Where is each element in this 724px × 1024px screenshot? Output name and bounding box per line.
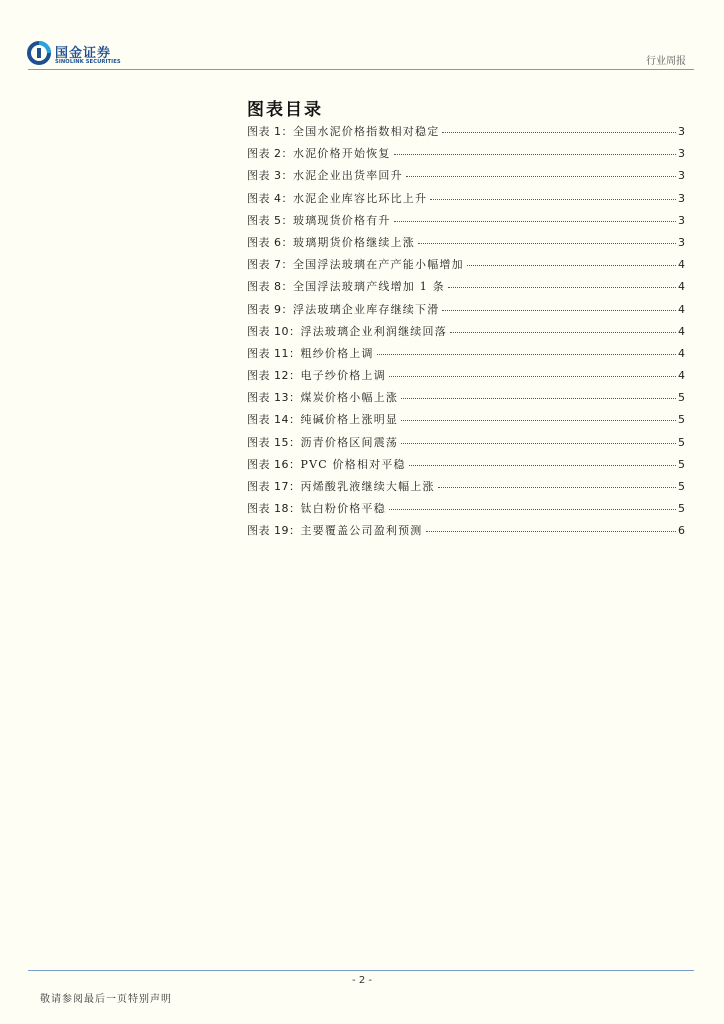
logo-chinese-name: 国金证券 <box>55 46 112 61</box>
toc-entry-title: 电子纱价格上调 <box>300 369 386 383</box>
toc-title: 图表目录 <box>247 100 323 120</box>
toc-entry[interactable] <box>247 522 685 544</box>
toc-entry-number: 图表 11： <box>247 346 301 360</box>
toc-dot-leader <box>409 464 676 466</box>
toc-entry[interactable] <box>247 345 685 367</box>
toc-entry-number: 图表 13： <box>247 391 301 405</box>
toc-entry-number: 图表 19： <box>247 524 301 538</box>
report-type-label: 行业周报 <box>646 56 686 67</box>
toc-entry-page: 3 <box>678 147 685 161</box>
footer-divider <box>28 970 694 971</box>
toc-entry[interactable] <box>247 411 685 433</box>
toc-entry-number: 图表 17： <box>247 480 301 493</box>
toc-entry-page: 3 <box>678 191 685 205</box>
toc-dot-leader <box>401 419 676 421</box>
toc-entry-page: 3 <box>678 235 685 249</box>
toc-entry[interactable] <box>247 123 685 145</box>
toc-entry-title: PVC 价格相对平稳 <box>300 457 406 471</box>
toc-entry-number: 图表 3： <box>247 169 293 183</box>
toc-entry-number: 图表 14： <box>247 413 301 427</box>
toc-entry-number: 图表 2： <box>247 147 293 161</box>
toc-entry-page: 5 <box>678 457 685 471</box>
toc-dot-leader <box>406 175 676 177</box>
toc-entry-page: 4 <box>678 346 685 360</box>
toc-dot-leader <box>430 198 676 200</box>
toc-dot-leader <box>467 264 676 266</box>
toc-entry-page: 4 <box>678 302 685 316</box>
toc-entry[interactable] <box>247 256 685 278</box>
sinolink-logo <box>27 41 137 67</box>
toc-entry-number: 图表 12： <box>247 369 301 383</box>
toc-entry-page: 5 <box>678 502 685 516</box>
toc-entry-title: 全国水泥价格指数相对稳定 <box>293 125 440 138</box>
toc-entry-page: 5 <box>678 480 685 493</box>
toc-dot-leader <box>418 242 676 244</box>
toc-entry[interactable] <box>247 456 685 478</box>
toc-entry-title: 浮法玻璃企业库存继续下滑 <box>293 302 440 316</box>
toc-entry-number: 图表 6： <box>247 235 293 249</box>
toc-entry-number: 图表 4： <box>247 191 293 205</box>
toc-dot-leader <box>377 353 676 355</box>
toc-entry[interactable] <box>247 145 685 167</box>
toc-entry-number: 图表 9： <box>247 302 293 316</box>
toc-entry[interactable] <box>247 367 685 389</box>
toc-entry-number: 图表 8： <box>247 280 293 294</box>
toc-dot-leader <box>438 486 676 488</box>
logo-english-name: SINOLINK SECURITIES <box>55 59 121 65</box>
toc-dot-leader <box>389 375 676 377</box>
toc-entry-title: 水泥价格开始恢复 <box>293 147 391 161</box>
toc-entry-title: 粗纱价格上调 <box>300 346 374 360</box>
toc-dot-leader <box>394 153 676 155</box>
toc-entry-number: 图表 5： <box>247 213 293 227</box>
toc-entry-page: 6 <box>678 524 685 538</box>
toc-entry[interactable] <box>247 478 685 500</box>
toc-entry-title: 水泥企业库容比环比上升 <box>293 191 428 205</box>
toc-entry[interactable] <box>247 389 685 411</box>
toc-entry-title: 煤炭价格小幅上涨 <box>300 391 399 405</box>
toc-entry-title: 浮法玻璃企业利润继续回落 <box>300 324 447 338</box>
toc-dot-leader <box>448 286 676 288</box>
page-header <box>0 0 724 72</box>
toc-entry-page: 5 <box>678 435 685 449</box>
toc-entry-number: 图表 1： <box>247 125 293 138</box>
toc-dot-leader <box>401 442 676 444</box>
toc-entry[interactable] <box>247 167 685 189</box>
toc-dot-leader <box>401 397 676 399</box>
toc-entry-page: 4 <box>678 258 685 272</box>
toc-entry-page: 3 <box>678 125 685 138</box>
toc-entry-title: 玻璃期货价格继续上涨 <box>293 235 415 249</box>
toc-entry-number: 图表 18： <box>247 502 301 516</box>
toc-dot-leader <box>389 508 676 510</box>
page-number: - 2 - <box>352 975 372 986</box>
toc-entry-page: 5 <box>678 413 685 427</box>
toc-dot-leader <box>426 530 677 532</box>
toc-entry[interactable] <box>247 323 685 345</box>
toc-entry-page: 4 <box>678 280 685 294</box>
toc-entry-number: 图表 7： <box>247 258 293 272</box>
toc-entry-title: 全国浮法玻璃在产产能小幅增加 <box>293 258 464 272</box>
header-divider <box>28 69 694 70</box>
toc-dot-leader <box>442 131 676 133</box>
toc-entry-title: 丙烯酸乳液继续大幅上涨 <box>300 480 435 493</box>
toc-dot-leader <box>394 220 676 222</box>
toc-entry[interactable] <box>247 434 685 456</box>
toc-entry-page: 3 <box>678 169 685 183</box>
toc-entry[interactable] <box>247 190 685 212</box>
toc-entry-title: 水泥企业出货率回升 <box>293 169 403 183</box>
disclaimer-text: 敬请参阅最后一页特别声明 <box>40 994 172 1005</box>
toc-entry-number: 图表 16： <box>247 457 301 471</box>
toc-entry-page: 5 <box>678 391 685 405</box>
toc-entry-title: 全国浮法玻璃产线增加 1 条 <box>293 280 445 294</box>
toc-entry-title: 玻璃现货价格有升 <box>293 213 391 227</box>
toc-entry[interactable] <box>247 278 685 300</box>
toc-entry-number: 图表 10： <box>247 324 301 338</box>
toc-entry-title: 纯碱价格上涨明显 <box>300 413 399 427</box>
toc-entry-page: 4 <box>678 324 685 338</box>
table-of-figures <box>247 123 685 545</box>
toc-entry[interactable] <box>247 301 685 323</box>
toc-entry-page: 4 <box>678 369 685 383</box>
toc-entry-title: 主要覆盖公司盈利预测 <box>300 524 423 538</box>
toc-entry[interactable] <box>247 234 685 256</box>
toc-entry[interactable] <box>247 212 685 234</box>
toc-dot-leader <box>442 309 676 311</box>
toc-entry-page: 3 <box>678 213 685 227</box>
toc-entry-number: 图表 15： <box>247 435 301 449</box>
toc-entry-title: 沥青价格区间震荡 <box>300 435 399 449</box>
sinolink-logo-icon <box>27 41 51 65</box>
toc-entry-title: 钛白粉价格平稳 <box>300 502 386 516</box>
toc-entry[interactable] <box>247 500 685 522</box>
toc-dot-leader <box>450 331 676 333</box>
